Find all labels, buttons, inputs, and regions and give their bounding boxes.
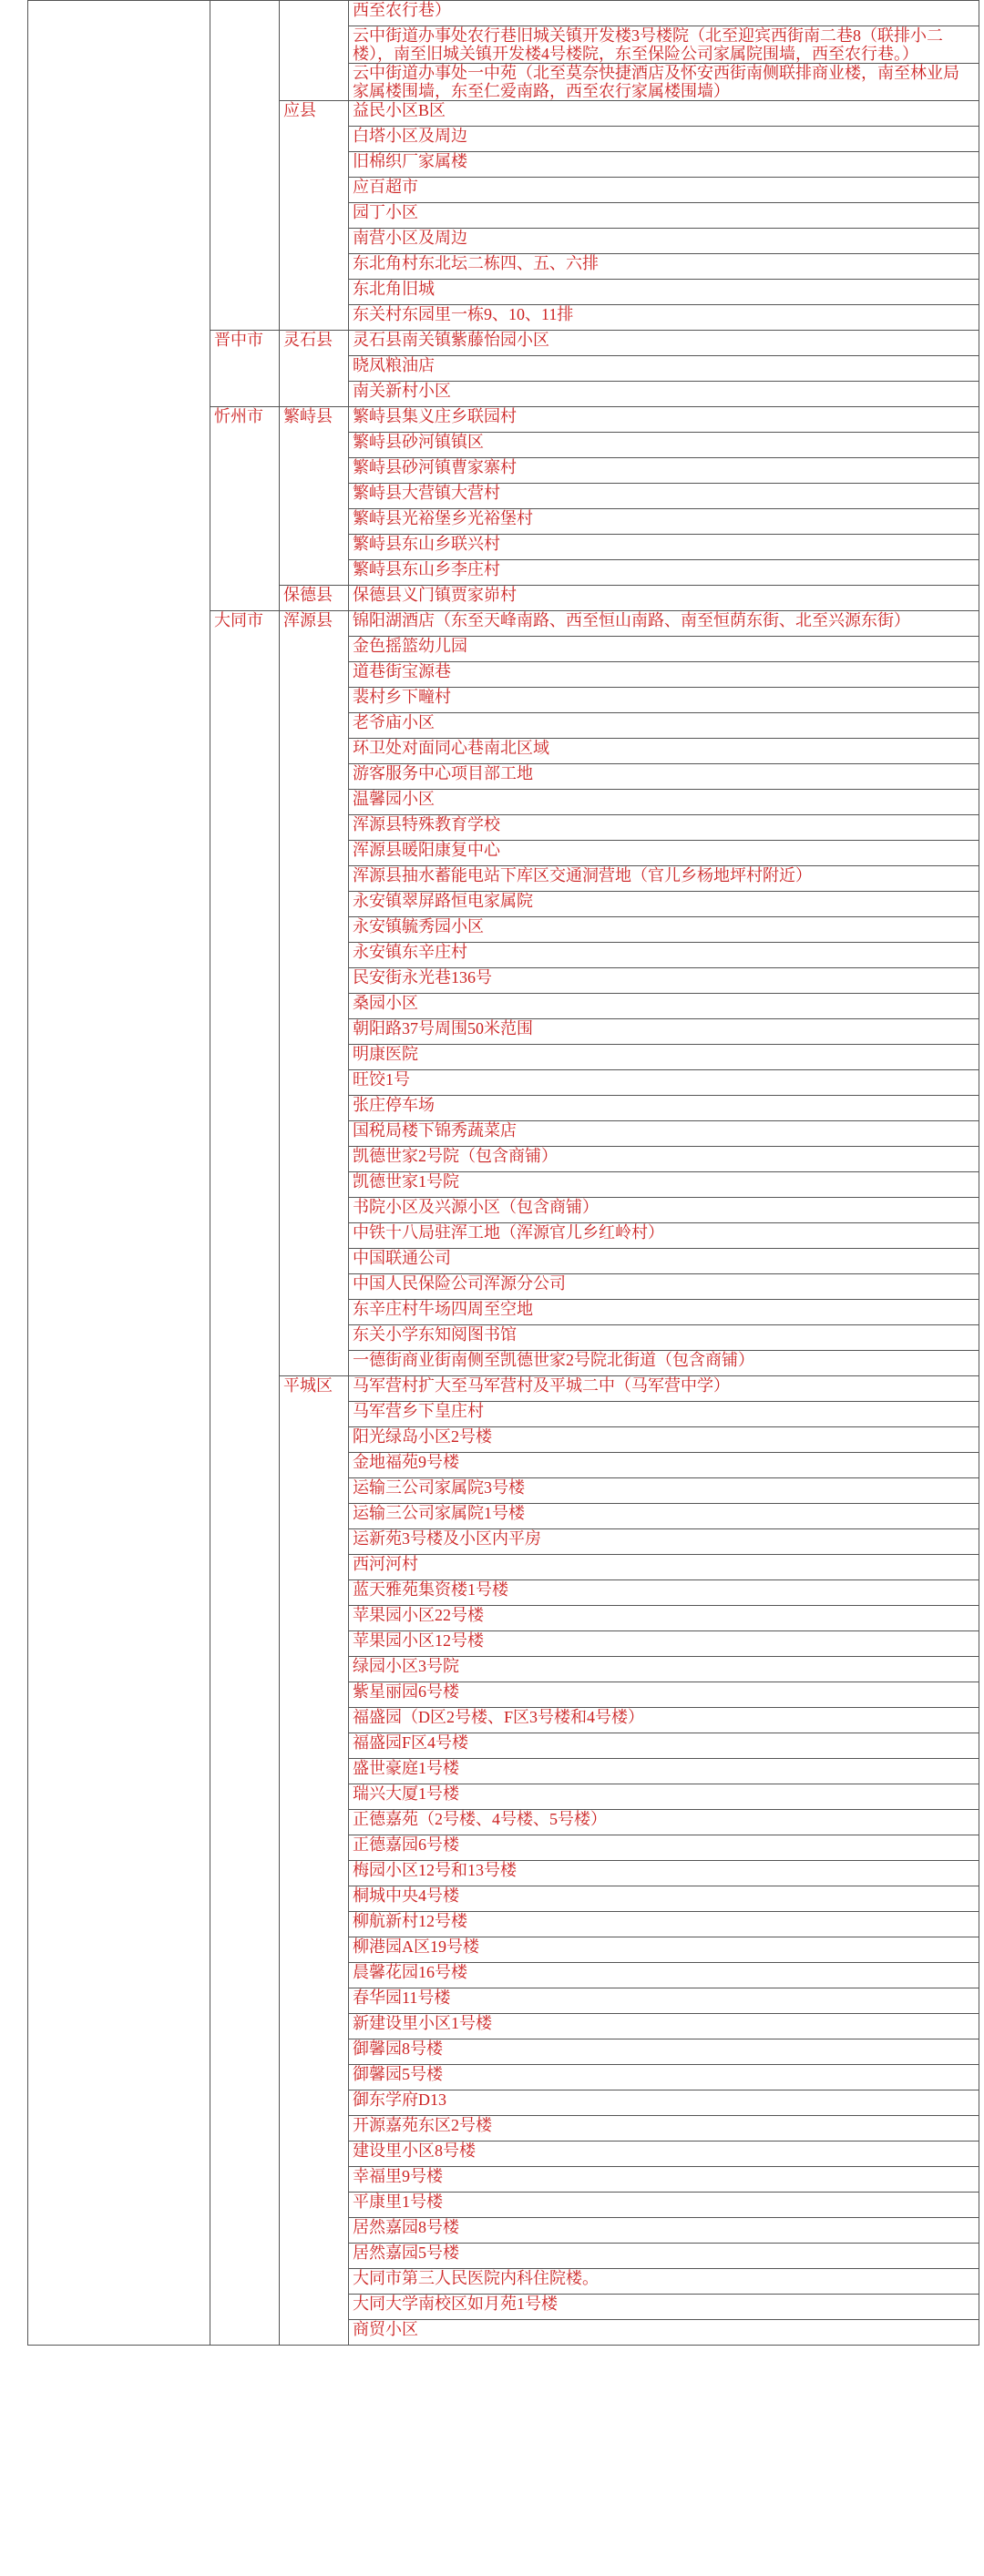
county-cell: 浑源县 xyxy=(280,611,349,1376)
address-cell: 苹果园小区12号楼 xyxy=(349,1631,979,1657)
county-cell: 保德县 xyxy=(280,586,349,611)
address-cell: 浑源县特殊教育学校 xyxy=(349,815,979,841)
address-cell: 运输三公司家属院1号楼 xyxy=(349,1504,979,1529)
address-cell: 园丁小区 xyxy=(349,203,979,229)
address-cell: 瑞兴大厦1号楼 xyxy=(349,1784,979,1810)
address-cell: 温馨园小区 xyxy=(349,790,979,815)
table-row xyxy=(28,1,979,26)
city-cell: 大同市 xyxy=(210,611,280,2346)
address-cell: 福盛园F区4号楼 xyxy=(349,1733,979,1759)
address-cell: 柳航新村12号楼 xyxy=(349,1912,979,1937)
address-cell: 金地福苑9号楼 xyxy=(349,1453,979,1478)
address-cell: 灵石县南关镇紫藤怡园小区 xyxy=(349,331,979,356)
table-wrapper xyxy=(27,0,979,2346)
address-cell: 浑源县暖阳康复中心 xyxy=(349,841,979,866)
address-cell: 苹果园小区22号楼 xyxy=(349,1606,979,1631)
address-cell: 东北角旧城 xyxy=(349,280,979,305)
address-cell: 白塔小区及周边 xyxy=(349,127,979,152)
address-cell: 居然嘉园8号楼 xyxy=(349,2218,979,2244)
address-cell: 蓝天雅苑集资楼1号楼 xyxy=(349,1580,979,1606)
address-cell: 西河河村 xyxy=(349,1555,979,1580)
address-cell: 国税局楼下锦秀蔬菜店 xyxy=(349,1121,979,1147)
address-cell: 运输三公司家属院3号楼 xyxy=(349,1478,979,1504)
address-cell: 正德嘉苑（2号楼、4号楼、5号楼） xyxy=(349,1810,979,1835)
address-cell: 春华园11号楼 xyxy=(349,1988,979,2014)
address-cell: 金色摇篮幼儿园 xyxy=(349,637,979,662)
address-cell: 老爷庙小区 xyxy=(349,713,979,739)
address-cell: 东辛庄村牛场四周至空地 xyxy=(349,1300,979,1325)
address-cell: 环卫处对面同心巷南北区域 xyxy=(349,739,979,764)
address-cell: 永安镇东辛庄村 xyxy=(349,943,979,968)
address-cell: 旧棉织厂家属楼 xyxy=(349,152,979,178)
address-cell: 永安镇翠屏路恒电家属院 xyxy=(349,892,979,917)
address-cell: 道巷街宝源巷 xyxy=(349,662,979,688)
address-cell: 马军营村扩大至马军营村及平城二中（马军营中学） xyxy=(349,1376,979,1402)
county-cell: 繁峙县 xyxy=(280,407,349,586)
address-cell: 保德县义门镇贾家峁村 xyxy=(349,586,979,611)
address-cell: 建设里小区8号楼 xyxy=(349,2142,979,2167)
county-cell: 灵石县 xyxy=(280,331,349,407)
address-cell: 正德嘉园6号楼 xyxy=(349,1835,979,1861)
address-cell: 繁峙县光裕堡乡光裕堡村 xyxy=(349,509,979,535)
address-cell: 朝阳路37号周围50米范围 xyxy=(349,1019,979,1045)
address-cell: 书院小区及兴源小区（包含商铺） xyxy=(349,1198,979,1223)
address-cell: 旺饺1号 xyxy=(349,1070,979,1096)
address-cell: 繁峙县东山乡李庄村 xyxy=(349,560,979,586)
address-cell: 繁峙县砂河镇镇区 xyxy=(349,433,979,458)
address-cell: 幸福里9号楼 xyxy=(349,2167,979,2193)
address-cell: 民安街永光巷136号 xyxy=(349,968,979,994)
address-cell: 繁峙县砂河镇曹家寨村 xyxy=(349,458,979,484)
address-cell: 御馨园8号楼 xyxy=(349,2039,979,2065)
address-cell: 永安镇毓秀园小区 xyxy=(349,917,979,943)
address-cell: 新建设里小区1号楼 xyxy=(349,2014,979,2039)
address-cell: 大同大学南校区如月苑1号楼 xyxy=(349,2295,979,2320)
county-cell: 平城区 xyxy=(280,1376,349,2346)
address-cell: 御馨园5号楼 xyxy=(349,2065,979,2090)
address-cell: 东关小学东知阅图书馆 xyxy=(349,1325,979,1351)
address-cell: 开源嘉苑东区2号楼 xyxy=(349,2116,979,2142)
city-cell: 晋中市 xyxy=(210,331,280,407)
address-cell: 中国人民保险公司浑源分公司 xyxy=(349,1274,979,1300)
address-cell: 西至农行巷） xyxy=(349,1,979,26)
address-cell: 桐城中央4号楼 xyxy=(349,1886,979,1912)
address-cell: 明康医院 xyxy=(349,1045,979,1070)
address-cell: 繁峙县集义庄乡联园村 xyxy=(349,407,979,433)
table-body xyxy=(28,1,979,2346)
address-cell: 绿园小区3号院 xyxy=(349,1657,979,1682)
address-cell: 云中街道办事处农行巷旧城关镇开发楼3号楼院（北至迎宾西街南二巷8（联排小二楼），南至旧城关镇开发楼4号楼院，东至保险公司家属院围墙，西至农行巷。） xyxy=(349,26,979,64)
county-cell: 应县 xyxy=(280,101,349,331)
address-cell: 浑源县抽水蓄能电站下库区交通洞营地（官儿乡杨地坪村附近） xyxy=(349,866,979,892)
address-cell: 云中街道办事处一中苑（北至莫奈快捷酒店及怀安西街南侧联排商业楼，南至林业局家属楼围墙，东至仁爱南路，西至农行家属楼围墙） xyxy=(349,64,979,101)
address-cell: 南营小区及周边 xyxy=(349,229,979,254)
address-cell: 益民小区B区 xyxy=(349,101,979,127)
address-cell: 大同市第三人民医院内科住院楼。 xyxy=(349,2269,979,2295)
city-cell xyxy=(210,1,280,331)
address-cell: 游客服务中心项目部工地 xyxy=(349,764,979,790)
address-cell: 中铁十八局驻浑工地（浑源官儿乡红岭村） xyxy=(349,1223,979,1249)
county-cell xyxy=(280,1,349,101)
address-cell: 阳光绿岛小区2号楼 xyxy=(349,1427,979,1453)
address-cell: 凯德世家1号院 xyxy=(349,1172,979,1198)
address-cell: 中国联通公司 xyxy=(349,1249,979,1274)
address-cell: 凯德世家2号院（包含商铺） xyxy=(349,1147,979,1172)
address-cell: 桑园小区 xyxy=(349,994,979,1019)
address-cell: 张庄停车场 xyxy=(349,1096,979,1121)
address-cell: 晨馨花园16号楼 xyxy=(349,1963,979,1988)
address-cell: 御东学府D13 xyxy=(349,2090,979,2116)
address-cell: 梅园小区12号和13号楼 xyxy=(349,1861,979,1886)
address-cell: 盛世豪庭1号楼 xyxy=(349,1759,979,1784)
city-cell: 忻州市 xyxy=(210,407,280,611)
address-cell: 东关村东园里一栋9、10、11排 xyxy=(349,305,979,331)
address-cell: 马军营乡下皇庄村 xyxy=(349,1402,979,1427)
address-cell: 柳港园A区19号楼 xyxy=(349,1937,979,1963)
closure-area-table xyxy=(27,0,979,2346)
address-cell: 一德街商业街南侧至凯德世家2号院北街道（包含商铺） xyxy=(349,1351,979,1376)
address-cell: 晓凤粮油店 xyxy=(349,356,979,382)
address-cell: 商贸小区 xyxy=(349,2320,979,2346)
address-cell: 锦阳湖酒店（东至天峰南路、西至恒山南路、南至恒荫东街、北至兴源东街） xyxy=(349,611,979,637)
address-cell: 紫星丽园6号楼 xyxy=(349,1682,979,1708)
address-cell: 居然嘉园5号楼 xyxy=(349,2244,979,2269)
address-cell: 繁峙县东山乡联兴村 xyxy=(349,535,979,560)
province-cell xyxy=(28,1,210,2346)
address-cell: 平康里1号楼 xyxy=(349,2193,979,2218)
address-cell: 东北角村东北坛二栋四、五、六排 xyxy=(349,254,979,280)
address-cell: 应百超市 xyxy=(349,178,979,203)
address-cell: 福盛园（D区2号楼、F区3号楼和4号楼） xyxy=(349,1708,979,1733)
address-cell: 运新苑3号楼及小区内平房 xyxy=(349,1529,979,1555)
address-cell: 繁峙县大营镇大营村 xyxy=(349,484,979,509)
address-cell: 南关新村小区 xyxy=(349,382,979,407)
address-cell: 裴村乡下疃村 xyxy=(349,688,979,713)
